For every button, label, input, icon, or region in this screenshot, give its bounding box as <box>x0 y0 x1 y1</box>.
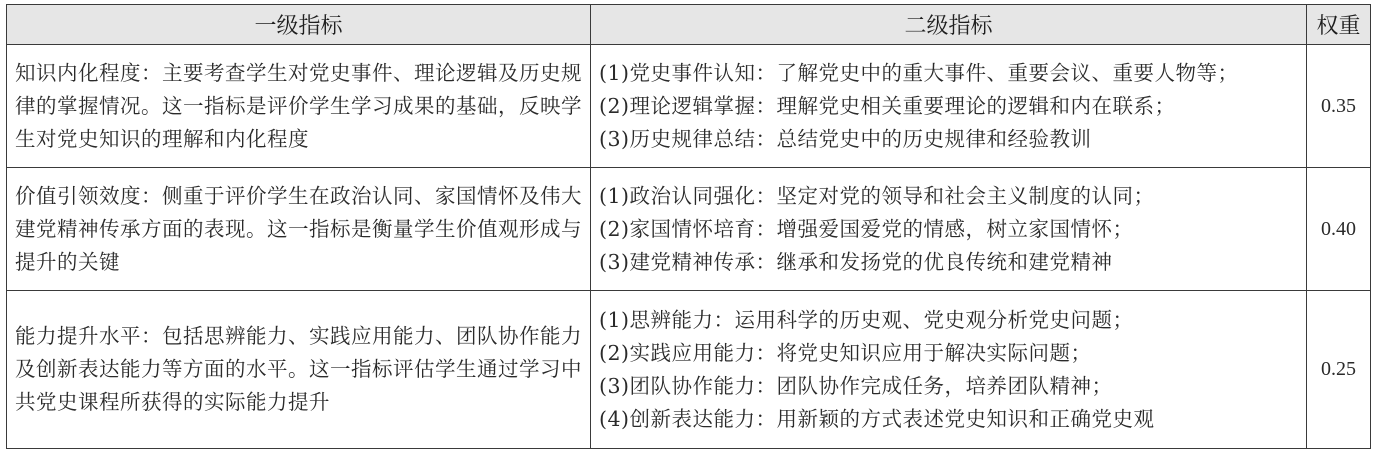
table-row <box>7 291 1371 449</box>
header-secondary-indicator: 二级指标 <box>591 5 1307 45</box>
secondary-item: (1)思辨能力：运用科学的历史观、党史观分析党史问题； <box>599 307 1134 332</box>
primary-indicator-cell: 价值引领效度：侧重于评价学生在政治认同、家国情怀及伟大建党精神传承方面的表现。这一指标是衡量学生价值观形成与提升的关键 <box>7 168 591 291</box>
secondary-item: (1)党史事件认知：了解党史中的重大事件、重要会议、重要人物等； <box>599 60 1239 85</box>
weight-cell: 0.35 <box>1307 45 1371 168</box>
weight-cell: 0.25 <box>1307 291 1371 449</box>
secondary-indicator-cell <box>591 168 1307 291</box>
table-body <box>7 45 1371 449</box>
header-primary-indicator: 一级指标 <box>7 5 591 45</box>
secondary-item: (2)实践应用能力：将党史知识应用于解决实际问题； <box>599 340 1092 365</box>
indicator-table-container <box>6 4 1370 448</box>
primary-indicator-cell: 能力提升水平：包括思辨能力、实践应用能力、团队协作能力及创新表达能力等方面的水平。这一指标评估学生通过学习中共党史课程所获得的实际能力提升 <box>7 291 591 449</box>
table-header <box>7 5 1371 45</box>
secondary-item: (3)历史规律总结：总结党史中的历史规律和经验教训 <box>599 126 1092 151</box>
secondary-indicator-cell <box>591 45 1307 168</box>
table-row <box>7 45 1371 168</box>
header-row <box>7 5 1371 45</box>
primary-indicator-cell: 知识内化程度：主要考查学生对党史事件、理论逻辑及历史规律的掌握情况。这一指标是评价学生学习成果的基础，反映学生对党史知识的理解和内化程度 <box>7 45 591 168</box>
secondary-item: (3)建党精神传承：继承和发扬党的优良传统和建党精神 <box>599 249 1113 274</box>
weight-cell: 0.40 <box>1307 168 1371 291</box>
table-row <box>7 168 1371 291</box>
secondary-indicator-cell <box>591 291 1307 449</box>
secondary-item: (2)理论逻辑掌握：理解党史相关重要理论的逻辑和内在联系； <box>599 93 1176 118</box>
secondary-item: (4)创新表达能力：用新颖的方式表述党史知识和正确党史观 <box>599 406 1155 431</box>
indicator-table <box>6 4 1371 449</box>
secondary-item: (3)团队协作能力：团队协作完成任务，培养团队精神； <box>599 373 1113 398</box>
header-weight: 权重 <box>1307 5 1371 45</box>
secondary-item: (1)政治认同强化：坚定对党的领导和社会主义制度的认同； <box>599 183 1155 208</box>
secondary-item: (2)家国情怀培育：增强爱国爱党的情感，树立家国情怀； <box>599 216 1134 241</box>
